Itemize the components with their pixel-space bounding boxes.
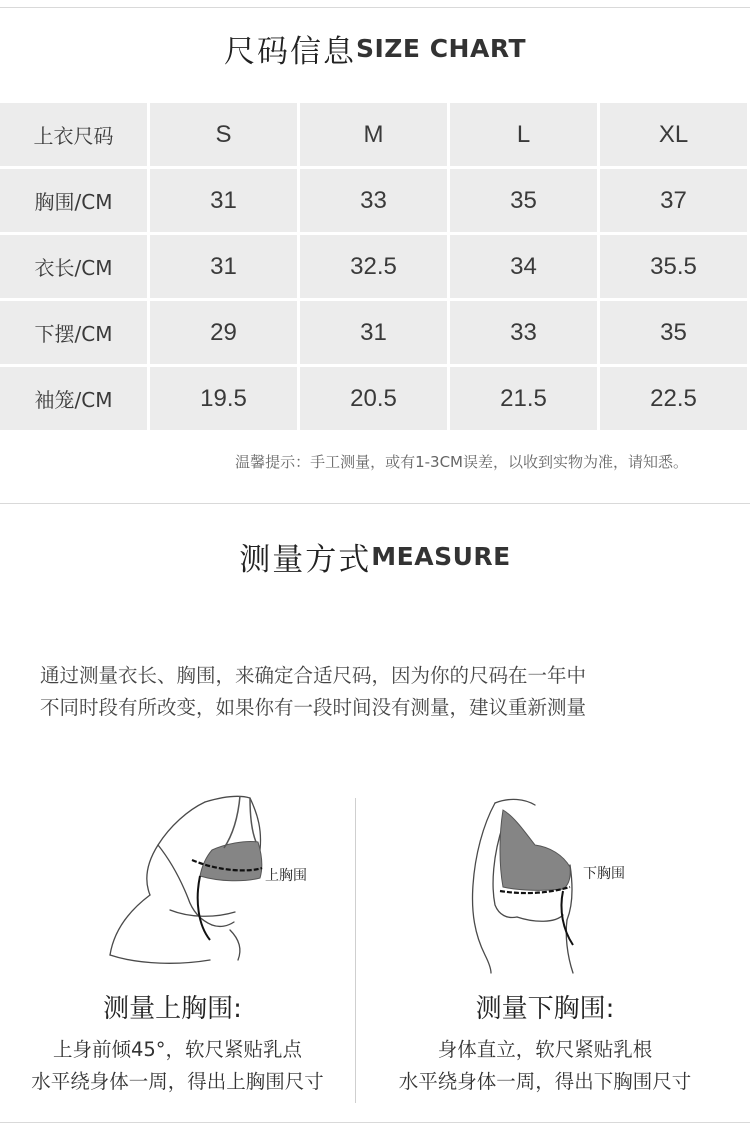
table-row [0,367,750,433]
table-row-label: 衣长/CM [0,235,147,298]
table-cell: 33 [450,301,597,364]
under-bust-desc [380,1034,710,1098]
table-cell: 33 [300,169,447,232]
table-cell: 34 [450,235,597,298]
bra-shape [200,841,262,880]
table-header-cell: L [450,103,597,166]
intro-line: 通过测量衣长、胸围，来确定合适尺码，因为你的尺码在一年中 [40,664,587,687]
upper-bust-label: 上胸围 [265,868,307,884]
desc-line: 水平绕身体一周，得出下胸围尺寸 [398,1070,692,1093]
table-row [0,169,750,235]
size-chart-title [0,26,750,71]
table-row-label: 袖笼/CM [0,367,147,430]
table-cell: 37 [600,169,747,232]
table-row [0,235,750,301]
size-tip: 温馨提示：手工测量，或有1-3CM误差，以收到实物为准，请知悉。 [235,453,688,471]
table-header-cell: S [150,103,297,166]
table-cell: 20.5 [300,367,447,430]
desc-line: 上身前倾45°，软尺紧贴乳点 [52,1038,303,1061]
bra-shape [500,810,570,890]
measure-title-en: MEASURE [371,542,511,571]
table-cell: 31 [150,235,297,298]
table-cell: 21.5 [450,367,597,430]
table-row-label: 下摆/CM [0,301,147,364]
measure-title [0,534,750,579]
under-bust-illustration [455,795,615,975]
size-table [0,103,750,433]
under-bust-label: 下胸围 [583,866,625,882]
table-row-label: 胸围/CM [0,169,147,232]
top-divider [0,7,750,8]
table-row [0,301,750,367]
table-cell: 32.5 [300,235,447,298]
upper-bust-title: 测量上胸围: [103,994,242,1024]
measure-title-cn: 测量方式 [239,542,372,578]
size-chart-title-cn: 尺码信息 [223,34,356,70]
table-header-row [0,103,750,169]
bottom-divider [0,1122,750,1123]
table-header-cell: M [300,103,447,166]
table-cell: 35 [450,169,597,232]
table-header-cell: XL [600,103,747,166]
under-bust-title: 测量下胸围: [475,994,615,1024]
table-cell: 31 [150,169,297,232]
column-divider [355,798,356,1103]
intro-line: 不同时段有所改变，如果你有一段时间没有测量，建议重新测量 [40,696,587,719]
size-chart-title-en: SIZE CHART [355,34,526,63]
section-divider [0,503,750,504]
table-cell: 35 [600,301,747,364]
table-cell: 31 [300,301,447,364]
table-cell: 22.5 [600,367,747,430]
measure-intro [40,660,720,724]
upper-bust-desc [0,1034,355,1098]
table-cell: 29 [150,301,297,364]
table-header-cell: 上衣尺码 [0,103,147,166]
desc-line: 水平绕身体一周，得出上胸围尺寸 [31,1070,324,1093]
desc-line: 身体直立，软尺紧贴乳根 [437,1038,653,1061]
table-cell: 35.5 [600,235,747,298]
table-cell: 19.5 [150,367,297,430]
